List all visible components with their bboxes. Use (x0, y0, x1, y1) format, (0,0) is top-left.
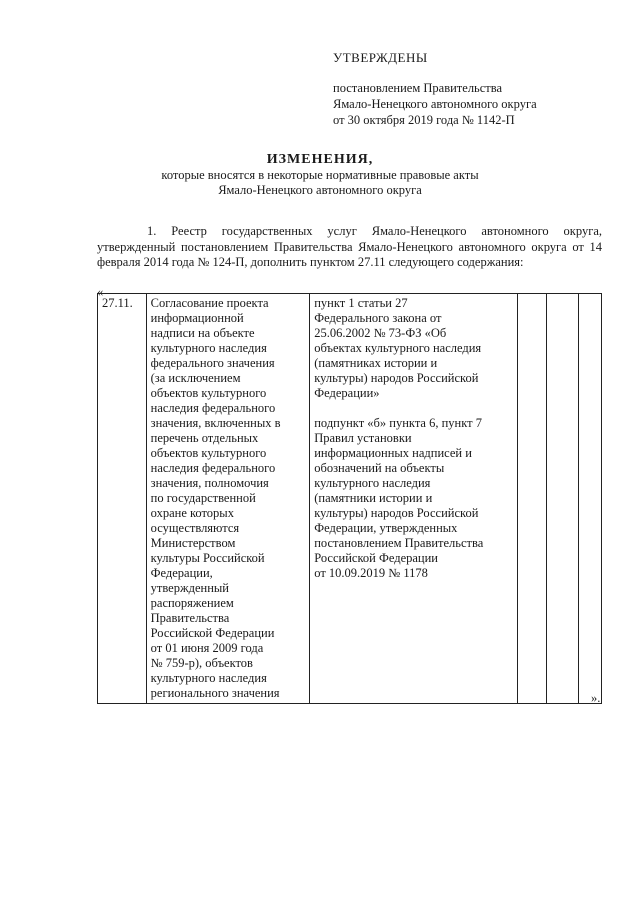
empty-cell (518, 294, 547, 704)
document-title: ИЗМЕНЕНИЯ, (266, 152, 374, 167)
service-name: Согласование проекта информационной надписи на объекте культурного наследия федерального значения (за исключением объектов культурного наследия федерального значения, включенных в перечень отдельных объектов культурного наследия федерального значения, полномочия по государственной охране которых осуществляются Министерством культуры Российской Федерации, утвержденный распоряжением Правительства Российской Федерации от 01 июня 2009 года № 759-р), объектов культурного наследия регионального значения (150, 296, 281, 700)
document-subtitle-line: Ямало-Ненецкого автономного округа (218, 183, 422, 197)
approval-line: Ямало-Ненецкого автономного округа (333, 97, 537, 111)
approval-line: постановлением Правительства (333, 81, 503, 95)
approval-line: от 30 октября 2019 года № 1142-П (333, 113, 515, 127)
cell-spacer (314, 401, 513, 416)
empty-cell (578, 294, 602, 704)
document-subtitle-line: которые вносятся в некоторые нормативные правовые акты (161, 168, 479, 182)
amendment-paragraph: 1. Реестр государственных услуг Ямало-Ненецкого автономного округа, утвержденный постановлением Правительства Ямало-Ненецкого автономного округа от 14 февраля 2014 года № 124-П, дополнить пунктом 27.11 следующего содержания: (97, 224, 602, 269)
table-row (98, 294, 602, 704)
legal-basis-2: подпункт «б» пункта 6, пункт 7 Правил установки информационных надписей и обозначений на объекты культурного наследия (памятники истории и культуры) народов Российской Федерации, утвержденных постановлением Правительства Российской Федерации от 10.09.2019 № 1178 (314, 416, 484, 580)
approval-title: УТВЕРЖДЕНЫ (333, 50, 428, 65)
opening-quote: « (97, 285, 104, 299)
approval-block (333, 50, 537, 128)
legal-basis-1: пункт 1 статьи 27 Федерального закона от 25.06.2002 № 73-ФЗ «Об объектах культурного наследия (памятниках истории и культуры) народов Российской Федерации» (314, 296, 482, 400)
registry-insert-table (97, 293, 602, 704)
item-number-cell (98, 294, 147, 704)
service-name-cell (146, 294, 310, 704)
item-number: 27.11. (102, 296, 133, 310)
empty-cell (547, 294, 578, 704)
closing-quote: ». (591, 691, 601, 705)
document-heading (0, 151, 640, 198)
legal-basis-cell (310, 294, 518, 704)
